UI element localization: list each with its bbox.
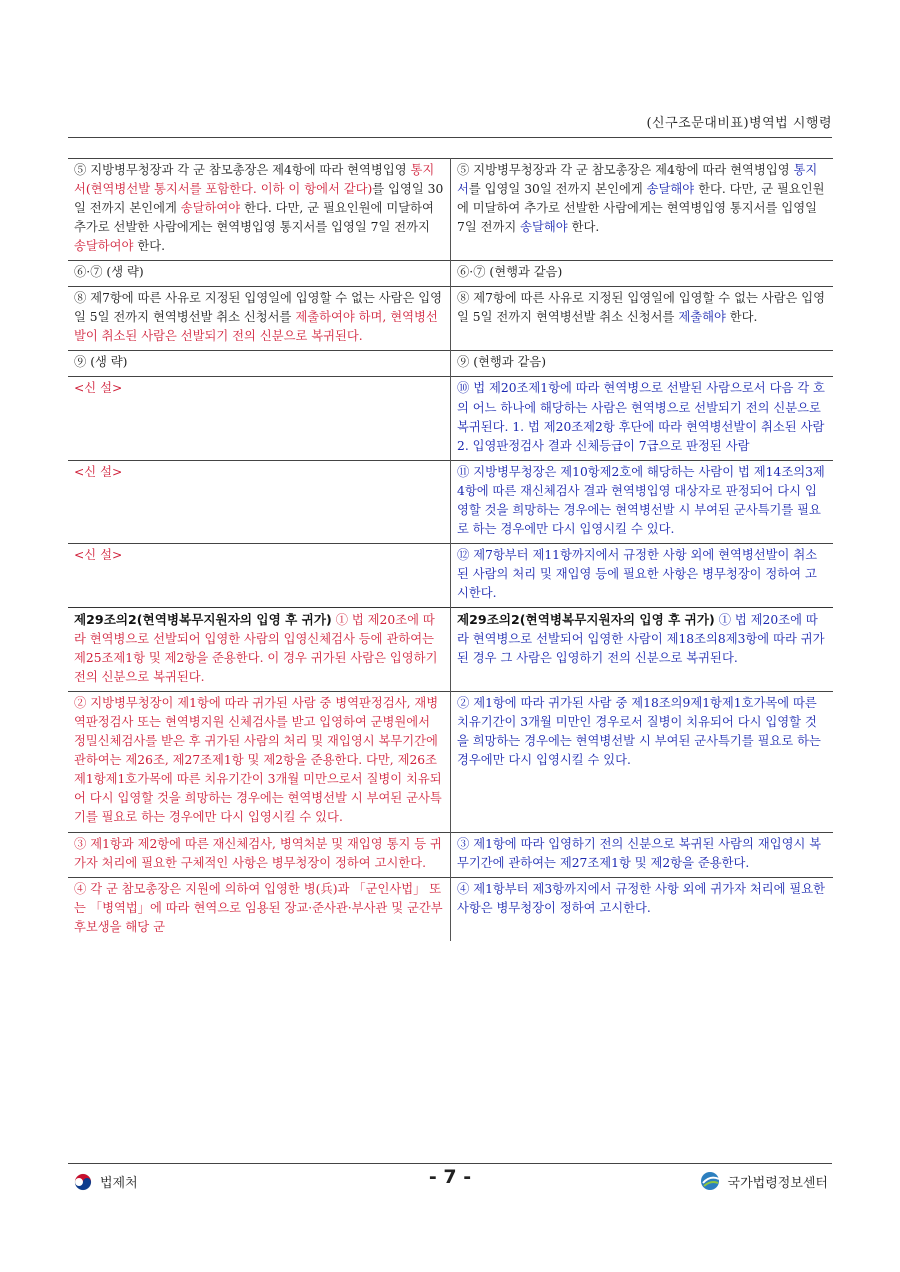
revised-text-cell	[451, 159, 834, 261]
clause-text: 송달하여야	[180, 201, 241, 216]
clause-text: 통지서	[457, 163, 818, 197]
clause-text: 송달하여야	[74, 239, 134, 254]
clause-text: 한다.	[725, 310, 758, 325]
current-text-cell	[68, 351, 451, 377]
clause-text: ④ 제1항부터 제3항까지에서 규정한 사항 외에 귀가자 처리에 필요한 사항은 병무청장이 정하여 고시한다.	[457, 881, 826, 915]
clause-text: ② 제1항에 따라 귀가된 사람 중 제18조의9제1항제1호가목에 따른 치유기간이 3개월 미만인 경우로서 질병이 치유되어 다시 입영할 것을 희망하는 경우에는 현역병선발 시 부여된 군사특기를 필요로 하는 경우에만 다시 입영시킬 수 있다.	[457, 696, 821, 768]
clause-text: ③ 제1항에 따라 입영하기 전의 신분으로 복귀된 사람의 재입영시 복무기간에 관하여는 제27조제1항 및 제2항을 준용한다.	[457, 836, 822, 870]
clause-text: ⑫ 제7항부터 제11항까지에서 규정한 사항 외에 현역병선발이 취소된 사람의 처리 및 재입영 등에 필요한 사항은 병무청장이 정하여 고시한다.	[457, 547, 818, 600]
current-text-cell	[68, 261, 451, 287]
footer-right	[700, 1171, 828, 1191]
table-row	[68, 261, 833, 287]
current-text-cell	[68, 607, 451, 691]
revised-text-cell	[451, 832, 834, 877]
revised-text-cell	[451, 877, 834, 941]
table-row	[68, 287, 833, 351]
clause-text: ⑧ 제7항에 따른 사유로 지정된 입영일에 입영할 수 없는 사람은 입영일 5일 전까지 현역병선발 취소 신청서를	[74, 291, 443, 325]
clause-text: ⑥·⑦ (생 략)	[74, 265, 144, 280]
table-row	[68, 692, 833, 832]
clause-text: <신 설>	[74, 381, 123, 396]
header-divider	[68, 137, 832, 138]
revised-text-cell	[451, 377, 834, 460]
clause-text: 송달해야	[646, 182, 695, 197]
clause-text: 한다.	[567, 220, 600, 235]
current-text-cell	[68, 287, 451, 351]
current-text-cell	[68, 692, 451, 832]
clause-text: 제출하여야 하며, 현역병선발이 취소된 사람은 선발되기 전의 신분으로 복귀된다.	[74, 310, 438, 344]
revised-text-cell	[451, 287, 834, 351]
current-text-cell	[68, 377, 451, 460]
table-row	[68, 877, 833, 941]
table-row	[68, 159, 833, 261]
document-header-title: (신구조문대비표)병역법 시행령	[646, 116, 832, 131]
clause-text: ⑨ (현행과 같음)	[457, 355, 547, 370]
clause-text: ⑤ 지방병무청장과 각 군 참모총장은 제4항에 따라 현역병입영	[74, 163, 411, 177]
article-heading: 제29조의2(현역병복무지원자의 입영 후 귀가)	[457, 611, 715, 627]
clause-text: <신 설>	[74, 547, 123, 562]
clause-text: ② 지방병무청장이 제1항에 따라 귀가된 사람 중 병역판정검사, 재병역판정검사 또는 현역병지원 신체검사를 받고 입영하여 군병원에서 정밀신체검사를 받은 후 귀가된 사람의 처리 및 재입영시 복무기간에 관하여는 제26조, 제27조제1항 및 제2항을 준용한다. 다만, 제26조제1항제1호가목에 따른 치유기간이 3개월 미만으로서 질병이 치유되어 다시 입영할 것을 희망하는 경우에는 현역병선발 시 부여된 군사특기를 필요로 하는 경우에만 다시 입영시킬 수 있다.	[74, 696, 442, 825]
clause-text: 제출해야	[678, 310, 726, 325]
table-row	[68, 832, 833, 877]
revised-text-cell	[451, 460, 834, 543]
law-center-logo-icon	[700, 1171, 722, 1191]
clause-text: ⑥·⑦ (현행과 같음)	[457, 265, 563, 280]
clause-text: 송달해야	[520, 220, 568, 235]
table-row	[68, 607, 833, 691]
table-row	[68, 460, 833, 543]
clause-text: ③ 제1항과 제2항에 따른 재신체검사, 병역처분 및 재입영 통지 등 귀가자 처리에 필요한 구체적인 사항은 병무청장이 정하여 고시한다.	[74, 836, 442, 870]
clause-text: ① 법 제20조에 따라 현역병으로 선발되어 입영한 사람이 제18조의8제3항에 따라 귀가된 경우 그 사람은 입영하기 전의 신분으로 복귀된다.	[457, 612, 825, 666]
footer-divider	[68, 1163, 832, 1164]
footer-right-label: 국가법령정보센터	[727, 1175, 828, 1191]
clause-text: ⑩ 법 제20조제1항에 따라 현역병으로 선발된 사람으로서 다음 각 호의 어느 하나에 해당하는 사람은 현역병으로 선발되기 전의 신분으로 복귀된다. 1. 법 제20조제2항 후단에 따라 현역병선발이 취소된 사람 2. 입영판정검사 결과 신체등급이 7급으로 판정된 사람	[457, 381, 825, 453]
clause-text: 통지서(현역병선발 통지서를 포함한다. 이하 이 항에서 같다)	[74, 163, 435, 197]
revised-text-cell	[451, 692, 834, 832]
revised-text-cell	[451, 607, 834, 691]
article-heading: 제29조의2(현역병복무지원자의 입영 후 귀가)	[74, 611, 332, 627]
revised-text-cell	[451, 261, 834, 287]
revised-text-cell	[451, 543, 834, 607]
clause-text: ① 법 제20조에 따라 현역병으로 선발되어 입영한 사람의 입영신체검사 등에 관하여는 제25조제1항 및 제2항을 준용한다. 이 경우 귀가된 사람은 입영하기 전의 신분으로 복귀된다.	[74, 612, 438, 685]
footer-left-label: 법제처	[100, 1176, 138, 1191]
table-row	[68, 377, 833, 460]
clause-text: 를 입영일 30일 전까지 본인에게	[468, 182, 647, 197]
current-text-cell	[68, 877, 451, 941]
clause-text: <신 설>	[74, 464, 123, 479]
clause-text: 한다.	[133, 239, 165, 254]
clause-text: ⑧ 제7항에 따른 사유로 지정된 입영일에 입영할 수 없는 사람은 입영일 5일 전까지 현역병선발 취소 신청서를	[457, 291, 826, 325]
page-number: - 7 -	[428, 1166, 472, 1188]
comparison-table	[68, 158, 833, 941]
table-row	[68, 543, 833, 607]
clause-text: ④ 각 군 참모총장은 지원에 의하여 입영한 병(兵)과 「군인사법」 또는 「병역법」에 따라 현역으로 임용된 장교·준사관·부사관 및 군간부후보생을 해당 군	[74, 881, 443, 934]
current-text-cell	[68, 832, 451, 877]
clause-text: 한다. 다만, 군 필요인원에 미달하여 추가로 선발한 사람에게는 현역병입영 통지서를 입영일 7일 전까지	[457, 182, 825, 235]
revised-text-cell	[451, 351, 834, 377]
clause-text: ⑤ 지방병무청장과 각 군 참모총장은 제4항에 따라 현역병입영	[457, 163, 794, 177]
clause-text: ⑪ 지방병무청장은 제10항제2호에 해당하는 사람이 법 제14조의3제4항에 따른 재신체검사 결과 현역병입영 대상자로 판정되어 다시 입영할 것을 희망하는 경우에는 현역병선발 시 부여된 군사특기를 필요로 하는 경우에만 다시 입영시킬 수 있다.	[457, 464, 825, 536]
clause-text: 한다. 다만, 군 필요인원에 미달하여 추가로 선발한 사람에게는 현역병입영 통지서를 입영일 7일 전까지	[74, 201, 434, 235]
clause-text: ⑨ (생 략)	[74, 355, 128, 370]
clause-text: 를 입영일 30일 전까지 본인에게	[74, 182, 444, 216]
current-text-cell	[68, 460, 451, 543]
current-text-cell	[68, 543, 451, 607]
table-row	[68, 351, 833, 377]
current-text-cell	[68, 159, 451, 261]
